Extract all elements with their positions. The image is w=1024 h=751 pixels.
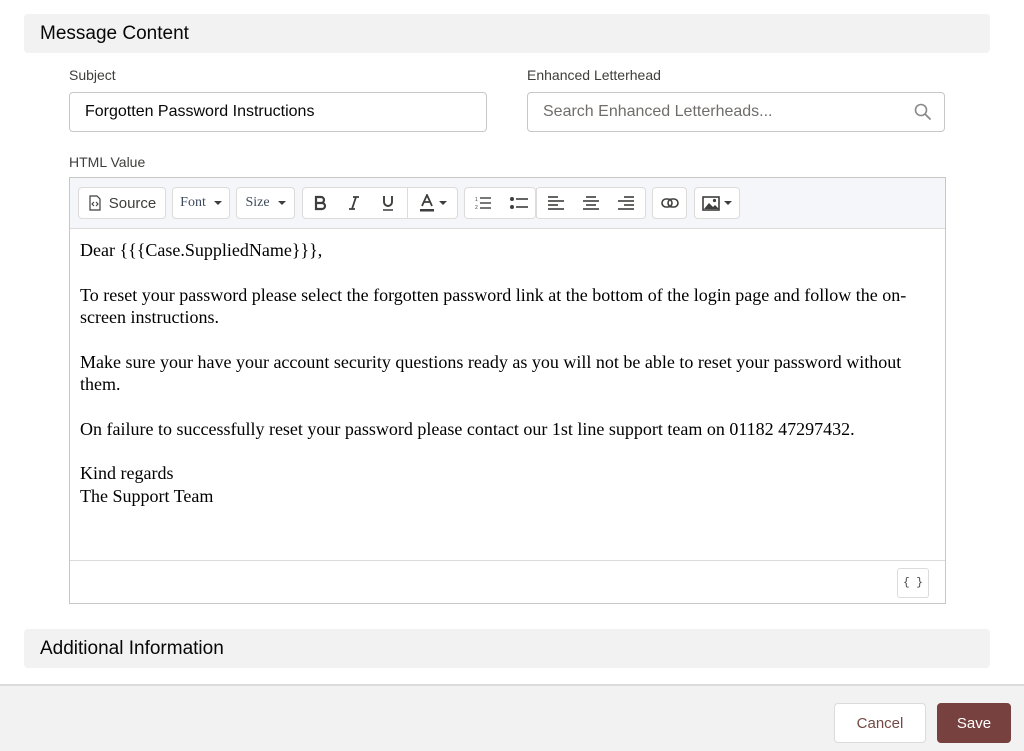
- cancel-button[interactable]: Cancel: [834, 703, 926, 743]
- chevron-down-icon: [724, 201, 732, 205]
- font-label: Font: [180, 195, 206, 210]
- chevron-down-icon: [214, 201, 222, 205]
- align-center-icon: [583, 196, 599, 210]
- text-color-button[interactable]: [409, 188, 457, 218]
- rich-text-editor: [69, 177, 946, 604]
- link-button[interactable]: [652, 187, 687, 219]
- section-header-message-content[interactable]: [24, 14, 990, 53]
- subject-input[interactable]: [69, 92, 487, 132]
- italic-icon: [348, 195, 360, 211]
- section-header-additional-information[interactable]: [24, 629, 990, 668]
- signoff-text: [80, 462, 935, 507]
- body-paragraph: To reset your password please select the forgotten password link at the bottom of the login page and follow the on-screen instructions.: [80, 284, 907, 327]
- underline-button[interactable]: [371, 188, 405, 218]
- list-group: [464, 187, 536, 219]
- image-icon: [702, 196, 720, 211]
- numbered-list-button[interactable]: [465, 188, 501, 218]
- text-format-group: [302, 187, 458, 219]
- merge-field-button[interactable]: { }: [897, 568, 929, 598]
- link-icon: [661, 198, 679, 208]
- signoff-line: The Support Team: [80, 485, 214, 506]
- html-value-label: HTML Value: [69, 154, 146, 170]
- size-label: Size: [245, 195, 270, 210]
- image-button[interactable]: [694, 187, 740, 219]
- numbered-list-icon: [475, 196, 491, 210]
- chevron-down-icon: [278, 201, 286, 205]
- svg-text:1: 1: [475, 197, 478, 203]
- editor-footer: [70, 560, 945, 603]
- section-title: Additional Information: [40, 637, 224, 659]
- signoff-line: Kind regards: [80, 463, 174, 483]
- save-button[interactable]: Save: [937, 703, 1011, 743]
- alignment-group: [536, 187, 646, 219]
- footer-action-bar: [0, 684, 1024, 751]
- letterhead-search-input[interactable]: [527, 92, 945, 132]
- align-right-icon: [618, 196, 634, 210]
- source-label: Source: [108, 194, 157, 212]
- source-icon: [88, 195, 102, 211]
- body-paragraph: Make sure your have your account security questions ready as you will not be able to reset your password without them.: [80, 351, 902, 394]
- font-dropdown[interactable]: [172, 187, 230, 219]
- bold-icon: [313, 195, 327, 211]
- bulleted-list-button[interactable]: [501, 188, 537, 218]
- letterhead-label: Enhanced Letterhead: [527, 67, 661, 83]
- greeting-text: Dear {{{Case.SuppliedName}}},: [80, 240, 323, 260]
- svg-text:2: 2: [475, 205, 478, 210]
- italic-button[interactable]: [337, 188, 371, 218]
- align-left-button[interactable]: [538, 188, 573, 218]
- subject-label: Subject: [69, 67, 116, 83]
- section-title: Message Content: [40, 22, 189, 44]
- text-color-icon: [419, 194, 435, 212]
- underline-icon: [381, 195, 395, 211]
- editor-content-area[interactable]: [70, 229, 945, 560]
- align-center-button[interactable]: [573, 188, 608, 218]
- bold-button[interactable]: [303, 188, 337, 218]
- chevron-down-icon: [439, 201, 447, 205]
- editor-toolbar: [70, 178, 945, 229]
- source-button[interactable]: [78, 187, 166, 219]
- body-paragraph: On failure to successfully reset your password please contact our 1st line support team on 01182 47297432.: [80, 418, 855, 439]
- align-right-button[interactable]: [608, 188, 644, 218]
- align-left-icon: [548, 196, 564, 210]
- bulleted-list-icon: [510, 196, 528, 210]
- size-dropdown[interactable]: [236, 187, 295, 219]
- search-icon[interactable]: [913, 102, 933, 122]
